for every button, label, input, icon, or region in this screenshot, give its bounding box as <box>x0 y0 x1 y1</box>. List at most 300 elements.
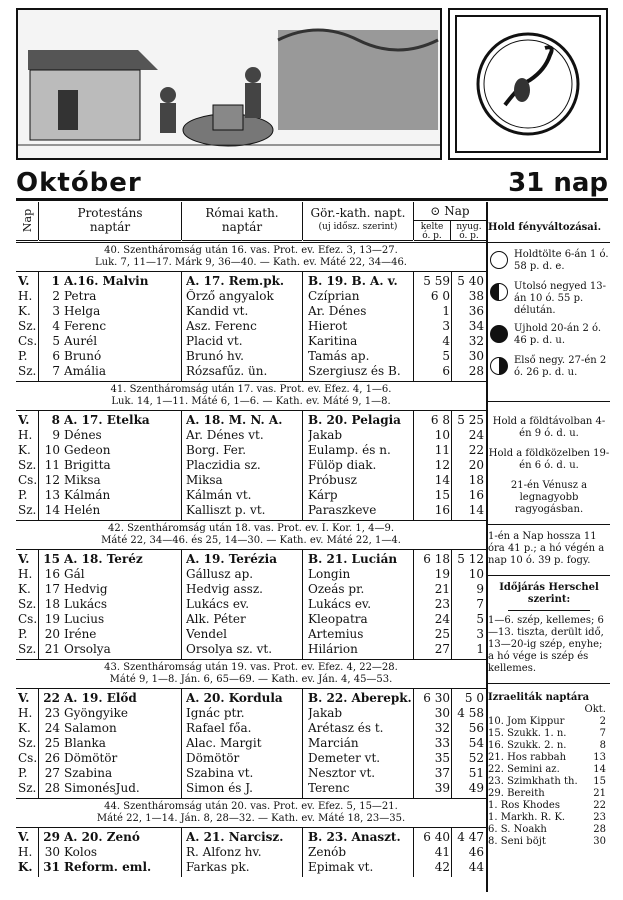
weather-text: 1—6. szép, kellemes; 6—13. tiszta, derült idő, 13—20-ig szép, enyhe; a hó vége is szép és kellemes. <box>488 615 604 674</box>
day-number: 24 <box>44 721 60 735</box>
roman-name: A. 21. Narcisz. <box>186 830 284 844</box>
note-perigee: Hold a földközelben 19-én 6 ó. d. u. <box>488 448 610 471</box>
day-number: 13 <box>44 488 60 502</box>
sunset: 1 <box>476 642 484 656</box>
roman-name: Rafael főa. <box>186 721 252 735</box>
day-number: 6 <box>52 349 60 363</box>
day-abbr: Sz. <box>18 364 37 378</box>
jewish-calendar-sub: Okt. <box>584 704 606 715</box>
sunrise: 41 <box>434 845 450 859</box>
jewish-holiday-name: 29. Bereith <box>488 788 545 799</box>
greek-name: Ozeás pr. <box>308 582 365 596</box>
header-illustration <box>16 8 442 160</box>
sunrise: 12 <box>434 458 450 472</box>
day-number: 21 <box>44 642 60 656</box>
day-row <box>16 473 486 488</box>
sunset: 22 <box>468 443 484 457</box>
roman-name: A. 17. Rem.pk. <box>186 274 285 288</box>
greek-name: Marcián <box>308 736 359 750</box>
day-number: 4 <box>52 319 60 333</box>
day-number: 2 <box>52 289 60 303</box>
full-moon-icon <box>490 251 508 269</box>
protestant-name: Salamon <box>64 721 117 735</box>
greek-name: Artemius <box>308 627 364 641</box>
greek-name: Nesztor vt. <box>308 766 376 780</box>
week-header <box>16 659 486 689</box>
day-number: 1 <box>51 274 60 288</box>
jewish-holiday-day: 2 <box>599 716 606 727</box>
protestant-name: Reform. eml. <box>64 860 152 874</box>
day-abbr: Cs. <box>18 473 38 487</box>
jewish-calendar-item <box>488 836 610 848</box>
protestant-name: Miksa <box>64 473 101 487</box>
day-abbr: Sz. <box>18 642 37 656</box>
day-abbr: K. <box>18 721 31 735</box>
sunset: 52 <box>468 751 484 765</box>
day-number: 8 <box>51 413 60 427</box>
col-header-nap <box>16 202 38 241</box>
sunset: 5 12 <box>457 552 484 566</box>
col-header-greek <box>303 202 413 241</box>
protestant-name: Helga <box>64 304 101 318</box>
roman-name: Rózsafűz. ün. <box>186 364 268 378</box>
scorpio-icon <box>450 10 606 158</box>
sunrise: 42 <box>434 860 450 874</box>
sunrise: 1 <box>442 304 450 318</box>
day-row <box>16 736 486 751</box>
month-title-bar <box>16 168 608 201</box>
week-header-line-2: Luk. 14, 1—11. Máté 6, 1—6. — Kath. ev. Máté 9, 1—8. <box>111 396 391 407</box>
jewish-holiday-name: 6. S. Noakh <box>488 824 547 835</box>
sunrise: 6 30 <box>423 691 450 705</box>
day-row <box>16 751 486 766</box>
protestant-name: Kálmán <box>64 488 111 502</box>
greek-name: Próbusz <box>308 473 357 487</box>
day-number: 28 <box>44 781 60 795</box>
jewish-holiday-day: 28 <box>593 824 606 835</box>
roman-name: Placid vt. <box>186 334 243 348</box>
jewish-calendar-item <box>488 800 610 812</box>
week-header-line-1: 41. Szentháromság után 17. vas. Prot. ev. Efez. 4, 1—6. <box>110 384 392 395</box>
new-moon-icon <box>490 325 508 343</box>
sunset: 38 <box>468 289 484 303</box>
greek-name: Terenc <box>308 781 350 795</box>
day-abbr: H. <box>18 845 33 859</box>
protestant-name: Gedeon <box>64 443 111 457</box>
jewish-holiday-name: 16. Szukk. 2. n. <box>488 740 567 751</box>
day-row <box>16 830 486 845</box>
note-daylength: 1-én a Nap hossza 11 óra 41 p.; a hó végén a nap 10 ó. 39 p. fogy. <box>488 531 605 566</box>
sunrise: 21 <box>434 582 450 596</box>
day-row <box>16 642 486 657</box>
sunrise: 6 0 <box>430 289 450 303</box>
jewish-calendar-item <box>488 788 610 800</box>
day-number: 7 <box>52 364 60 378</box>
sunrise: 24 <box>434 612 450 626</box>
day-number: 9 <box>52 428 60 442</box>
greek-name: Longin <box>308 567 351 581</box>
greek-name: Czíprian <box>308 289 360 303</box>
greek-name: Fülöp diak. <box>308 458 377 472</box>
sunrise: 35 <box>434 751 450 765</box>
first-quarter-icon <box>490 357 508 375</box>
col-kelte-label: kelte <box>420 222 444 232</box>
greek-name: Ar. Dénes <box>308 304 367 318</box>
phase-last-quarter <box>488 281 610 317</box>
day-number: 20 <box>44 627 60 641</box>
phase-full-text: Holdtölte 6-án 1 ó. 58 p. d. e. <box>514 249 609 272</box>
day-abbr: V. <box>18 830 30 844</box>
day-number: 27 <box>44 766 60 780</box>
day-number: 14 <box>44 503 60 517</box>
week-header-line-1: 42. Szentháromság után 18. vas. Prot. ev. I. Kor. 1, 4—9. <box>108 523 394 534</box>
protestant-name: Petra <box>64 289 97 303</box>
jewish-holiday-name: 1. Ros Khodes <box>488 800 560 811</box>
greek-name: B. 21. Lucián <box>308 552 398 566</box>
phase-full <box>488 249 610 275</box>
day-row <box>16 552 486 567</box>
sunset: 16 <box>468 488 484 502</box>
day-abbr: K. <box>18 443 31 457</box>
day-number: 25 <box>44 736 60 750</box>
day-number: 19 <box>44 612 60 626</box>
week-header <box>16 242 486 272</box>
sunset: 34 <box>468 319 484 333</box>
protestant-name: A.16. Malvin <box>64 274 149 288</box>
sunrise: 6 40 <box>423 830 450 844</box>
day-row <box>16 845 486 860</box>
day-abbr: H. <box>18 567 33 581</box>
protestant-name: Lucius <box>64 612 105 626</box>
weather-title: Időjárás Herschel szerint: <box>499 582 599 605</box>
sunset: 30 <box>468 349 484 363</box>
jewish-calendar-list <box>488 716 610 848</box>
jewish-holiday-name: 8. Seni böjt <box>488 836 546 847</box>
day-row <box>16 443 486 458</box>
jewish-holiday-day: 7 <box>599 728 606 739</box>
protestant-name: Blanka <box>64 736 106 750</box>
phase-last-text: Utolsó negyed 13-án 10 ó. 55 p. délután. <box>514 281 607 316</box>
protestant-name: A. 17. Etelka <box>64 413 150 427</box>
sunrise: 39 <box>434 781 450 795</box>
jewish-holiday-name: 15. Szukk. 1. n. <box>488 728 567 739</box>
sunset: 4 58 <box>457 706 484 720</box>
roman-name: Vendel <box>186 627 228 641</box>
day-row <box>16 721 486 736</box>
protestant-name: Orsolya <box>64 642 111 656</box>
sunrise: 25 <box>434 627 450 641</box>
sunrise: 16 <box>434 503 450 517</box>
sunset: 49 <box>468 781 484 795</box>
greek-name: Kárp <box>308 488 338 502</box>
day-abbr: Cs. <box>18 612 38 626</box>
protestant-name: Szabina <box>64 766 113 780</box>
day-abbr: Sz. <box>18 597 37 611</box>
greek-name: Hierot <box>308 319 348 333</box>
sunset: 5 40 <box>457 274 484 288</box>
jewish-holiday-name: 22. Semini az. <box>488 764 560 775</box>
week-header-line-1: 43. Szentháromság után 19. vas. Prot. ev. Efez. 4, 22—28. <box>104 662 398 673</box>
jewish-holiday-day: 15 <box>593 776 606 787</box>
day-abbr: P. <box>18 766 28 780</box>
col-header-roman <box>182 202 302 241</box>
sunrise: 3 <box>442 319 450 333</box>
greek-name: B. 22. Aberepk. <box>308 691 412 705</box>
day-number: 26 <box>44 751 60 765</box>
day-row <box>16 597 486 612</box>
day-abbr: H. <box>18 428 33 442</box>
sunrise: 30 <box>434 706 450 720</box>
day-abbr: Cs. <box>18 334 38 348</box>
week-header <box>16 520 486 550</box>
day-number: 23 <box>44 706 60 720</box>
jewish-calendar-item <box>488 716 610 728</box>
note-apogee: Hold a földtávolban 4-én 9 ó. d. u. <box>492 416 606 439</box>
day-row <box>16 364 486 379</box>
sunset: 5 0 <box>464 691 484 705</box>
day-number: 17 <box>44 582 60 596</box>
sunrise: 6 <box>442 364 450 378</box>
greek-name: Demeter vt. <box>308 751 381 765</box>
col-rom-title: Római kath. <box>205 206 279 220</box>
week-header-line-2: Luk. 7, 11—17. Márk 9, 36—40. — Kath. ev. Máté 22, 34—46. <box>95 257 407 268</box>
jewish-holiday-name: 1. Markh. R. K. <box>488 812 566 823</box>
day-row <box>16 334 486 349</box>
roman-name: R. Alfonz hv. <box>186 845 262 859</box>
day-row <box>16 488 486 503</box>
greek-name: Tamás ap. <box>308 349 370 363</box>
sunset: 46 <box>468 845 484 859</box>
jewish-holiday-day: 30 <box>593 836 606 847</box>
roman-name: Alac. Margit <box>186 736 262 750</box>
roman-name: Kandid vt. <box>186 304 249 318</box>
protestant-name: Iréne <box>64 627 97 641</box>
jewish-holiday-day: 13 <box>593 752 606 763</box>
sidebar-notes <box>488 202 610 892</box>
col-gor-title: Gör.-kath. napt. <box>310 206 406 220</box>
sunrise: 32 <box>434 721 450 735</box>
day-number: 18 <box>44 597 60 611</box>
day-number: 5 <box>52 334 60 348</box>
sunset: 18 <box>468 473 484 487</box>
jewish-holiday-day: 14 <box>593 764 606 775</box>
day-abbr: Cs. <box>18 751 38 765</box>
day-row <box>16 428 486 443</box>
greek-name: Jakab <box>308 706 343 720</box>
roman-name: Hedvig assz. <box>186 582 263 596</box>
roman-name: Ar. Dénes vt. <box>186 428 264 442</box>
day-row <box>16 582 486 597</box>
sunrise: 14 <box>434 473 450 487</box>
jewish-holiday-day: 21 <box>593 788 606 799</box>
col-header-protestant <box>39 202 181 241</box>
jewish-calendar-item <box>488 752 610 764</box>
roman-name: Farkas pk. <box>186 860 250 874</box>
phase-new-text: Ujhold 20-án 2 ó. 46 p. d. u. <box>514 323 602 346</box>
roman-name: A. 20. Kordula <box>186 691 283 705</box>
greek-name: B. 20. Pelagia <box>308 413 401 427</box>
sunrise: 33 <box>434 736 450 750</box>
note-venus: 21-én Vénusz a legnagyobb ragyogásban. <box>510 480 588 515</box>
jewish-calendar-title: Izraeliták naptára <box>488 692 590 703</box>
jewish-holiday-day: 8 <box>599 740 606 751</box>
day-number: 11 <box>44 458 60 472</box>
greek-name: Szergiusz és B. <box>308 364 401 378</box>
col-prot-title: Protestáns <box>77 206 143 220</box>
protestant-name: Kolos <box>64 845 98 859</box>
col-rom-sub: naptár <box>221 220 263 234</box>
greek-name: Arétasz és t. <box>308 721 384 735</box>
sunset: 5 25 <box>457 413 484 427</box>
sunrise: 6 18 <box>423 552 450 566</box>
day-abbr: H. <box>18 289 33 303</box>
day-number: 30 <box>44 845 60 859</box>
day-abbr: P. <box>18 349 28 363</box>
day-abbr: V. <box>18 413 30 427</box>
protestant-name: Hedvig <box>64 582 108 596</box>
day-number: 15 <box>43 552 60 566</box>
day-row <box>16 349 486 364</box>
sunrise: 6 8 <box>430 413 450 427</box>
protestant-name: Amália <box>64 364 107 378</box>
sunset: 36 <box>468 304 484 318</box>
greek-name: B. 23. Anaszt. <box>308 830 401 844</box>
day-row <box>16 612 486 627</box>
last-quarter-icon <box>490 283 508 301</box>
protestant-name: Gál <box>64 567 85 581</box>
protestant-name: Brigitta <box>64 458 111 472</box>
day-abbr: P. <box>18 488 28 502</box>
greek-name: Kleopatra <box>308 612 368 626</box>
day-abbr: K. <box>18 304 31 318</box>
day-row <box>16 627 486 642</box>
week-header <box>16 798 486 828</box>
roman-name: Borg. Fer. <box>186 443 247 457</box>
week-header <box>16 381 486 411</box>
protestant-name: A. 18. Teréz <box>64 552 143 566</box>
day-abbr: Sz. <box>18 319 37 333</box>
jewish-holiday-name: 21. Hos rabbah <box>488 752 567 763</box>
moon-phases-title: Hold fényváltozásai. <box>488 222 602 233</box>
sunset: 9 <box>476 582 484 596</box>
col-gor-sub: (uj idősz. szerint) <box>318 222 398 232</box>
sunrise: 37 <box>434 766 450 780</box>
greek-name: Zenób <box>308 845 347 859</box>
sunrise: 10 <box>434 428 450 442</box>
day-number: 22 <box>43 691 60 705</box>
day-row <box>16 706 486 721</box>
week-header-line-2: Máté 22, 34—46. és 25, 14—30. — Kath. ev. Máté 22, 1—4. <box>101 535 401 546</box>
greek-name: Hilárion <box>308 642 358 656</box>
vineyard-scene-icon <box>18 10 440 158</box>
sunset: 56 <box>468 721 484 735</box>
sunrise: 27 <box>434 642 450 656</box>
day-abbr: Sz. <box>18 781 37 795</box>
jewish-holiday-day: 23 <box>593 812 606 823</box>
protestant-name: A. 20. Zenó <box>64 830 140 844</box>
roman-name: Alk. Péter <box>186 612 246 626</box>
week-header-line-1: 40. Szentháromság után 16. vas. Prot. ev. Efez. 3, 13—27. <box>104 245 398 256</box>
sunset: 10 <box>468 567 484 581</box>
col-prot-sub: naptár <box>89 220 131 234</box>
sun-icon: ⊙ <box>430 204 441 218</box>
protestant-name: Aurél <box>64 334 98 348</box>
day-row <box>16 781 486 796</box>
sunset: 14 <box>468 503 484 517</box>
protestant-name: Lukács <box>64 597 108 611</box>
protestant-name: Dénes <box>64 428 102 442</box>
day-row <box>16 766 486 781</box>
day-row <box>16 274 486 289</box>
jewish-calendar-item <box>488 728 610 740</box>
day-abbr: H. <box>18 706 33 720</box>
roman-name: Szabina vt. <box>186 766 254 780</box>
roman-name: Dömötör <box>186 751 240 765</box>
day-abbr: V. <box>18 274 30 288</box>
sunrise: 5 <box>442 349 450 363</box>
day-row <box>16 289 486 304</box>
roman-name: Simon és J. <box>186 781 253 795</box>
month-name: Október <box>16 168 142 198</box>
col-kelte-unit: ó. p. <box>422 231 442 241</box>
roman-name: Miksa <box>186 473 223 487</box>
roman-name: A. 19. Terézia <box>186 552 278 566</box>
col-header-sun <box>414 202 486 241</box>
zodiac-scorpio-emblem <box>448 8 608 160</box>
sunset: 44 <box>468 860 484 874</box>
col-nap-label: Nap <box>21 208 35 233</box>
sunset: 24 <box>468 428 484 442</box>
roman-name: Asz. Ferenc <box>186 319 257 333</box>
day-number: 31 <box>43 860 60 874</box>
day-abbr: V. <box>18 691 30 705</box>
jewish-calendar-item <box>488 824 610 836</box>
day-row <box>16 691 486 706</box>
col-nyug-label: nyug. <box>456 222 482 232</box>
greek-name: B. 19. B. A. v. <box>308 274 398 288</box>
jewish-holiday-day: 22 <box>593 800 606 811</box>
jewish-calendar-item <box>488 776 610 788</box>
phase-first-text: Első negy. 27-én 2 ó. 26 p. d. u. <box>514 355 607 378</box>
day-abbr: P. <box>18 627 28 641</box>
sunrise: 5 59 <box>423 274 450 288</box>
day-abbr: Sz. <box>18 458 37 472</box>
roman-name: Kálmán vt. <box>186 488 252 502</box>
day-abbr: V. <box>18 552 30 566</box>
sunrise: 23 <box>434 597 450 611</box>
week-header-line-1: 44. Szentháromság után 20. vas. Prot. ev. Efez. 5, 15—21. <box>104 801 398 812</box>
sunset: 51 <box>468 766 484 780</box>
roman-name: A. 18. M. N. A. <box>186 413 283 427</box>
phase-first-quarter <box>488 355 610 381</box>
week-header-line-2: Máté 22, 1—14. Ján. 8, 28—32. — Kath. ev. Máté 18, 23—35. <box>96 813 406 824</box>
month-days: 31 nap <box>508 168 608 198</box>
sunset: 54 <box>468 736 484 750</box>
calendar-table <box>16 202 488 892</box>
greek-name: Paraszkeve <box>308 503 377 517</box>
day-row <box>16 567 486 582</box>
day-row <box>16 319 486 334</box>
jewish-calendar-item <box>488 740 610 752</box>
jewish-calendar-item <box>488 812 610 824</box>
col-sun-label: Nap <box>444 204 470 218</box>
day-row <box>16 503 486 518</box>
sunset: 28 <box>468 364 484 378</box>
sunset: 20 <box>468 458 484 472</box>
roman-name: Őrző angyalok <box>186 289 274 303</box>
day-number: 16 <box>44 567 60 581</box>
roman-name: Orsolya sz. vt. <box>186 642 273 656</box>
